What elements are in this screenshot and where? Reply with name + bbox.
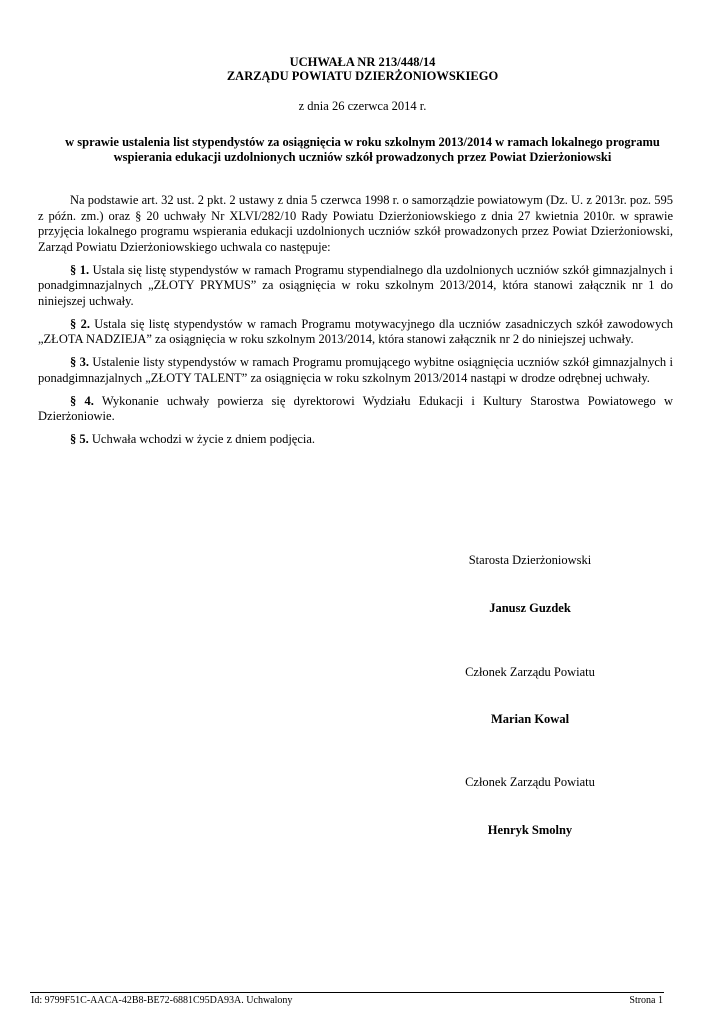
resolution-body (38, 193, 673, 455)
paragraph-number: § 3. (70, 355, 89, 369)
paragraph-text: Ustala się listę stypendystów w ramach Programu motywacyjnego dla uczniów zasadniczych szkół zawodowych „ZŁOTA NADZIEJA” za osiągnięcia w roku szkolnym 2013/2014, która stanowi załącznik nr 2 do niniejszej uchwały. (38, 316, 673, 346)
paragraph-2 (38, 317, 673, 348)
paragraph-number: § 1. (70, 262, 90, 277)
preamble: Na podstawie art. 32 ust. 2 pkt. 2 ustawy z dnia 5 czerwca 1998 r. o samorządzie powiatowym (Dz. U. z 2013r. poz. 595 z późn. zm.) oraz § 20 uchwały Nr XLVI/282/10 Rady Powiatu Dzierżoniowskiego z dnia 27 kwietnia 2010r. w sprawie przyjęcia lokalnego programu wspierania edukacji uzdolnionych uczniów szkół prowadzonych przez Powiat Dzierżoniowski, Zarząd Powiatu Dzierżoniowskiego uchwala co następuje: (38, 193, 673, 254)
resolution-date: z dnia 26 czerwca 2014 r. (298, 99, 427, 113)
resolution-subject: w sprawie ustalenia list stypendystów za osiągnięcia w roku szkolnym 2013/2014 w ramach lokalnego programu wspierania edukacji uzdolnionych uczniów szkół prowadzonych przez Powiat Dzierżoniowski (65, 135, 660, 164)
document-id: Id: 9799F51C-AACA-42B8-BE72-6881C95DA93A. Uchwalony (31, 995, 293, 1006)
paragraph-number: § 5. (70, 432, 89, 446)
resolution-number: UCHWAŁA NR 213/448/14 (289, 55, 436, 69)
page-number: Strona 1 (629, 995, 663, 1006)
paragraph-text: Ustalenie listy stypendystów w ramach Programu promującego wybitne osiągnięcia uczniów szkół gimnazjalnych i ponadgimnazjalnych „ZŁOTY TALENT” za osiągnięcia w roku szkolnym 2013/2014 nastąpi w drodze odrębnej uchwały. (38, 355, 673, 385)
signatory-name: Henryk Smolny (487, 823, 573, 837)
paragraph-text: Wykonanie uchwały powierza się dyrektorowi Wydziału Edukacji i Kultury Starostwa Powiatowego w Dzierżoniowie. (38, 393, 673, 423)
paragraph-5 (38, 432, 673, 448)
footer-divider (30, 992, 664, 993)
signatory-role: Starosta Dzierżoniowski (468, 553, 592, 567)
signatory-name: Janusz Guzdek (489, 601, 571, 615)
signatory-role: Członek Zarządu Powiatu (465, 775, 595, 789)
signatory-name: Marian Kowal (490, 712, 570, 726)
issuing-body: ZARZĄDU POWIATU DZIERŻONIOWSKIEGO (226, 69, 499, 83)
paragraph-number: § 4. (70, 393, 94, 408)
paragraph-3 (38, 355, 673, 386)
signatory-role: Członek Zarządu Powiatu (465, 665, 595, 679)
paragraph-1 (38, 263, 673, 310)
paragraph-number: § 2. (70, 316, 90, 331)
paragraph-text: Uchwała wchodzi w życie z dniem podjęcia. (88, 432, 316, 446)
paragraph-text: Ustala się listę stypendystów w ramach Programu stypendialnego dla uzdolnionych uczniów szkół gimnazjalnych i ponadgimnazjalnych „ZŁOTY PRYMUS” za osiągnięcia w roku szkolnym 2013/2014, która stanowi załącznik nr 1 do niniejszej uchwały. (38, 262, 674, 308)
paragraph-4 (38, 394, 673, 425)
